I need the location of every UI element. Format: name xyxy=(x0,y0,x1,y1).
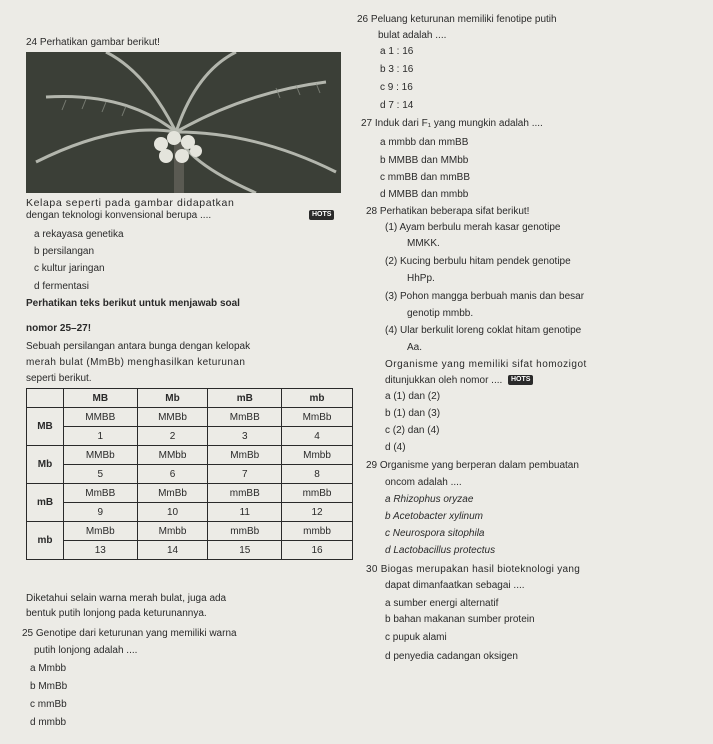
number-cell: 4 xyxy=(282,427,353,446)
q28-item-3-genotype: genotip mmbb. xyxy=(407,308,474,319)
intro-line1: Sebuah persilangan antara bunga dengan kelopak xyxy=(26,341,251,352)
q28-item-4: (4) Ular berkulit loreng coklat hitam genotipe xyxy=(385,325,582,336)
row-head: MB xyxy=(27,408,64,446)
q28-item-1-genotype: MMKK. xyxy=(407,238,440,249)
q24-option-d: d fermentasi xyxy=(34,281,90,292)
q30-option-b: b bahan makanan sumber protein xyxy=(385,614,535,625)
row-head: mB xyxy=(27,484,64,522)
number-cell: 1 xyxy=(64,427,138,446)
genotype-cell: MmBb xyxy=(282,408,353,427)
q24-caption-line1: Kelapa seperti pada gambar didapatkan xyxy=(26,197,235,209)
hots-badge: HOTS xyxy=(309,210,334,220)
number-cell: 9 xyxy=(64,503,138,522)
q28-item-2-genotype: HhPp. xyxy=(407,273,435,284)
hots-badge: HOTS xyxy=(508,375,533,385)
number-cell: 16 xyxy=(282,541,353,560)
number-cell: 10 xyxy=(137,503,208,522)
intro-line3: seperti berikut. xyxy=(26,373,92,384)
genotype-cell: MMbb xyxy=(137,446,208,465)
q28-option-c: c (2) dan (4) xyxy=(385,425,440,436)
table-row xyxy=(27,465,353,484)
genotype-cell: MmBb xyxy=(208,446,282,465)
q26-option-a: a 1 : 16 xyxy=(380,46,414,57)
genotype-cell: mmBb xyxy=(282,484,353,503)
q25-option-d: d mmbb xyxy=(30,717,67,728)
genotype-cell: MmBB xyxy=(208,408,282,427)
q27-option-b: b MMBB dan MMbb xyxy=(380,155,469,166)
q27-option-d: d MMBB dan mmbb xyxy=(380,189,469,200)
q27-option-a: a mmbb dan mmBB xyxy=(380,137,469,148)
table-header-row xyxy=(27,389,353,408)
q24-caption-line2: dengan teknologi konvensional berupa .... xyxy=(26,210,212,221)
q29-option-c: c Neurospora sitophila xyxy=(385,528,485,539)
q28-item-1: (1) Ayam berbulu merah kasar genotipe xyxy=(385,222,561,233)
table-header-cell: mB xyxy=(208,389,282,408)
q30-option-c: c pupuk alami xyxy=(385,632,447,643)
q28-question-line2: ditunjukkan oleh nomor .... xyxy=(385,375,503,386)
q30-option-d: d penyedia cadangan oksigen xyxy=(385,651,518,662)
genotype-cell: mmbb xyxy=(282,522,353,541)
genotype-cell: MMBb xyxy=(64,446,138,465)
q28-option-a: a (1) dan (2) xyxy=(385,391,441,402)
punnett-square-table xyxy=(26,388,353,560)
table-header-cell: MB xyxy=(64,389,138,408)
q24-option-c: c kultur jaringan xyxy=(34,263,105,274)
q29-option-a: a Rhizophus oryzae xyxy=(385,494,474,505)
intro-line2: merah bulat (MmBb) menghasilkan keturunan xyxy=(26,357,246,368)
table-row xyxy=(27,484,353,503)
q28-item-3: (3) Pohon mangga berbuah manis dan besar xyxy=(385,291,585,302)
table-header-cell: Mb xyxy=(137,389,208,408)
number-cell: 15 xyxy=(208,541,282,560)
q28-item-4-genotype: Aa. xyxy=(407,342,423,353)
q26-line2: bulat adalah .... xyxy=(378,30,447,41)
q26-option-b: b 3 : 16 xyxy=(380,64,414,75)
number-cell: 6 xyxy=(137,465,208,484)
genotype-cell: mmBb xyxy=(208,522,282,541)
table-row xyxy=(27,541,353,560)
coconut-tree-image xyxy=(26,52,341,193)
row-head: Mb xyxy=(27,446,64,484)
q24-option-a: a rekayasa genetika xyxy=(34,229,124,240)
q29-line1: 29 Organisme yang berperan dalam pembuatan xyxy=(366,460,579,471)
after-table-line1: Diketahui selain warna merah bulat, juga ada xyxy=(26,593,227,604)
table-row xyxy=(27,408,353,427)
q29-line2: oncom adalah .... xyxy=(385,477,462,488)
q29-option-b: b Acetobacter xylinum xyxy=(385,511,484,522)
q28-question-line1: Organisme yang memiliki sifat homozigot xyxy=(385,359,587,370)
table-row xyxy=(27,446,353,465)
genotype-cell: MmBb xyxy=(64,522,138,541)
number-cell: 2 xyxy=(137,427,208,446)
genotype-cell: MmBb xyxy=(137,484,208,503)
number-cell: 3 xyxy=(208,427,282,446)
q28-option-d: d (4) xyxy=(385,442,406,453)
q25-option-c: c mmBb xyxy=(30,699,67,710)
table-row xyxy=(27,503,353,522)
q30-line1: 30 Biogas merupakan hasil bioteknologi yang xyxy=(366,564,581,575)
number-cell: 11 xyxy=(208,503,282,522)
number-cell: 5 xyxy=(64,465,138,484)
q24-title: 24 Perhatikan gambar berikut! xyxy=(26,37,160,48)
q24-option-b: b persilangan xyxy=(34,246,95,257)
table-row xyxy=(27,427,353,446)
number-cell: 8 xyxy=(282,465,353,484)
table-corner xyxy=(27,389,64,408)
q25-line1: 25 Genotipe dari keturunan yang memiliki warna xyxy=(22,628,237,639)
q26-option-c: c 9 : 16 xyxy=(380,82,413,93)
q28-option-b: b (1) dan (3) xyxy=(385,408,441,419)
genotype-cell: Mmbb xyxy=(282,446,353,465)
genotype-cell: mmBB xyxy=(208,484,282,503)
number-cell: 14 xyxy=(137,541,208,560)
q26-option-d: d 7 : 14 xyxy=(380,100,414,111)
genotype-cell: MMBB xyxy=(64,408,138,427)
genotype-cell: Mmbb xyxy=(137,522,208,541)
row-head: mb xyxy=(27,522,64,560)
q30-option-a: a sumber energi alternatif xyxy=(385,598,499,609)
q30-line2: dapat dimanfaatkan sebagai .... xyxy=(385,580,525,591)
q29-option-d: d Lactobacillus protectus xyxy=(385,545,496,556)
q26-line1: 26 Peluang keturunan memiliki fenotipe putih xyxy=(357,14,557,25)
number-cell: 7 xyxy=(208,465,282,484)
table-header-cell: mb xyxy=(282,389,353,408)
instruction-line1: Perhatikan teks berikut untuk menjawab soal xyxy=(26,298,240,309)
genotype-cell: MmBB xyxy=(64,484,138,503)
q25-line2: putih lonjong adalah .... xyxy=(34,645,138,656)
number-cell: 13 xyxy=(64,541,138,560)
q27-text: 27 Induk dari F₁ yang mungkin adalah .... xyxy=(361,118,543,129)
q28-text: 28 Perhatikan beberapa sifat berikut! xyxy=(366,206,530,217)
q27-option-c: c mmBB dan mmBB xyxy=(380,172,471,183)
genotype-cell: MMBb xyxy=(137,408,208,427)
table-row xyxy=(27,522,353,541)
instruction-line2: nomor 25–27! xyxy=(26,323,92,334)
after-table-line2: bentuk putih lonjong pada keturunannya. xyxy=(26,608,207,619)
q25-option-a: a Mmbb xyxy=(30,663,67,674)
q28-item-2: (2) Kucing berbulu hitam pendek genotipe xyxy=(385,256,571,267)
number-cell: 12 xyxy=(282,503,353,522)
coconut-tree-photo xyxy=(26,52,341,193)
q25-option-b: b MmBb xyxy=(30,681,68,692)
